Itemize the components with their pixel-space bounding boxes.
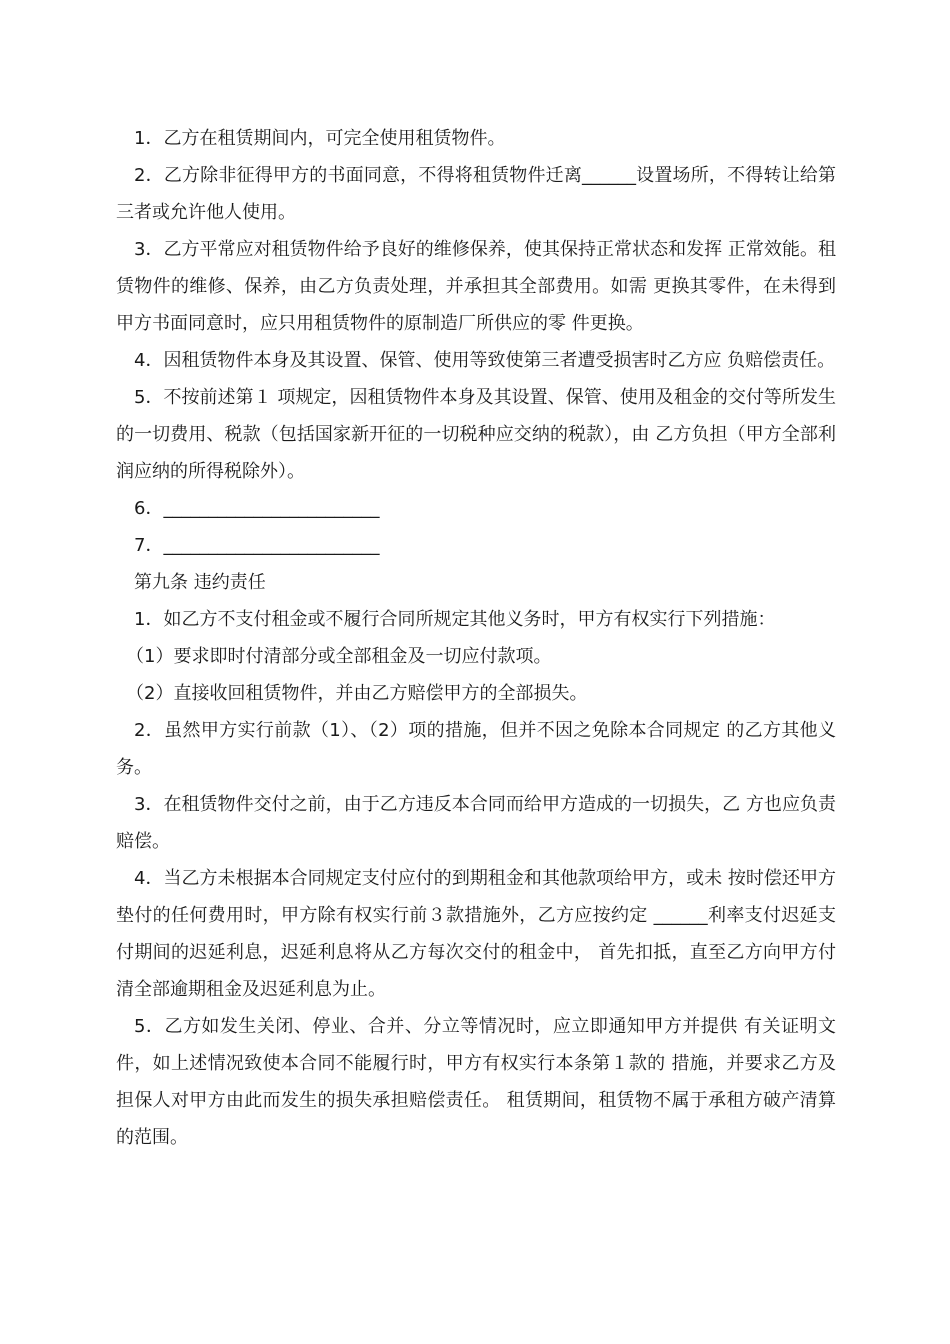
clause-9-item-2: 2．虽然甲方实行前款（1）、（2）项的措施，但并不因之免除本合同规定 的乙方其他义务。 (116, 720, 836, 778)
section-heading-article-9: 第九条 违约责任 (134, 572, 266, 593)
clause-8-item-1: 1．乙方在租赁期间内，可完全使用租赁物件。 (134, 128, 506, 149)
clause-8-item-5: 5．不按前述第１ 项规定，因租赁物件本身及其设置、保管、使用及租金的交付等所发生的一切费用、税款（包括国家新开征的一切税种应交纳的税款），由 乙方负担（甲方全部利润应纳的所得税除外）。 (116, 387, 836, 482)
clause-8-item-4: 4．因租赁物件本身及其设置、保管、使用等致使第三者遭受损害时乙方应 负赔偿责任。 (134, 350, 836, 371)
clause-9-item-4: 4．当乙方未根据本合同规定支付应付的到期租金和其他款项给甲方，或未 按时偿还甲方垫付的任何费用时，甲方除有权实行前３款措施外，乙方应按约定 ______利率支付迟延支付期间的迟延利息，迟延利息将从乙方每次交付的租金中， 首先扣抵，直至乙方向甲方付清全部逾期租金及迟延利息为止。 (116, 868, 836, 1000)
clause-9-item-1-sub-1: （1）要求即时付清部分或全部租金及一切应付款项。 (126, 646, 552, 667)
clause-8-item-3: 3．乙方平常应对租赁物件给予良好的维修保养，使其保持正常状态和发挥 正常效能。租赁物件的维修、保养，由乙方负责处理，并承担其全部费用。如需 更换其零件，在未得到甲方书面同意时，应只用租赁物件的原制造厂所供应的零 件更换。 (116, 239, 836, 334)
clause-8-item-7-blank: 7．________________________ (134, 535, 380, 556)
clause-9-item-1-sub-2: （2）直接收回租赁物件，并由乙方赔偿甲方的全部损失。 (126, 683, 588, 704)
clause-9-item-1: 1．如乙方不支付租金或不履行合同所规定其他义务时，甲方有权实行下列措施： (134, 609, 776, 630)
clause-9-item-5: 5．乙方如发生关闭、停业、合并、分立等情况时，应立即通知甲方并提供 有关证明文件，如上述情况致使本合同不能履行时，甲方有权实行本条第１款的 措施，并要求乙方及担保人对甲方由此而发生的损失承担赔偿责任。 租赁期间，租赁物不属于承租方破产清算的范围。 (116, 1016, 836, 1148)
document-body (116, 120, 836, 1156)
clause-9-item-3: 3．在租赁物件交付之前，由于乙方违反本合同而给甲方造成的一切损失，乙 方也应负责赔偿。 (116, 794, 836, 852)
clause-8-item-6-blank: 6．________________________ (134, 498, 380, 519)
clause-8-item-2: 2．乙方除非征得甲方的书面同意，不得将租赁物件迁离______设置场所，不得转让给第三者或允许他人使用。 (116, 165, 836, 223)
